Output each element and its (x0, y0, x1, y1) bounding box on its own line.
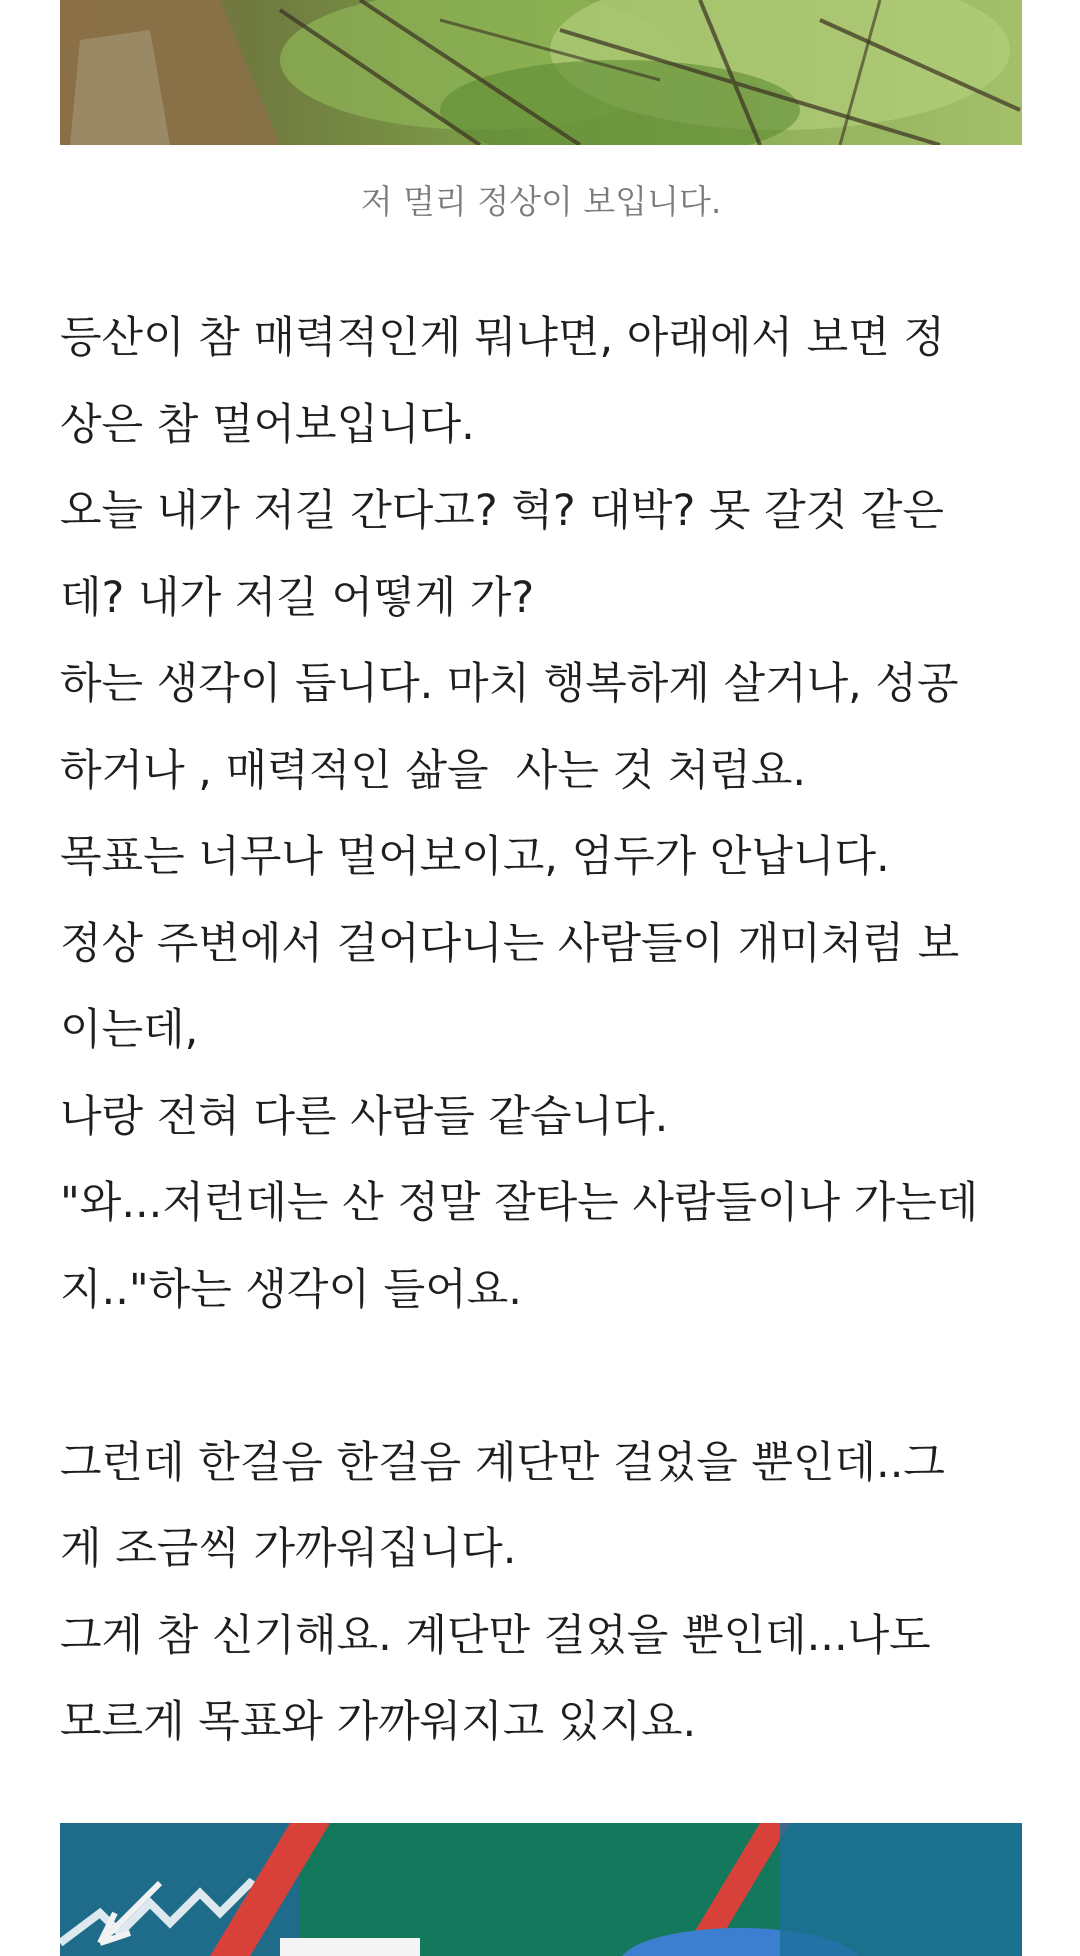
paragraph-line: 게 조금씩 가까워집니다. (60, 1524, 517, 1574)
forest-photo-icon (60, 0, 1022, 145)
forest-photo[interactable] (60, 0, 1022, 145)
paragraph-line: 하는 생각이 듭니다. 마치 행복하게 살거나, 성공 (60, 659, 959, 709)
paragraph-line: 그게 참 신기해요. 계단만 걸었을 뿐인데...나도 (60, 1610, 931, 1661)
paragraph-line: "와...저런데는 산 정말 잘타는 사람들이나 가는데 (60, 1178, 979, 1228)
paragraph-line: 등산이 참 매력적인게 뭐냐면, 아래에서 보면 정 (60, 313, 945, 363)
paragraph-blank-line (60, 1333, 1022, 1420)
article-paragraph (60, 295, 1022, 1766)
trail-sign-photo[interactable] (60, 1823, 1022, 1956)
paragraph-line: 모르게 목표와 가까워지고 있지요. (60, 1697, 697, 1747)
paragraph-line: 정상 주변에서 걸어다니는 사람들이 개미처럼 보 (60, 918, 960, 969)
paragraph-line: 하거나 , 매력적인 삶을 사는 것 처럼요. (60, 745, 807, 796)
trail-sign-photo-icon (60, 1823, 1022, 1956)
paragraph-line: 오늘 내가 저길 간다고? 헉? 대박? 못 갈것 같은 (60, 486, 944, 536)
paragraph-line: 이는데, (60, 1005, 199, 1055)
paragraph-line: 데? 내가 저길 어떻게 가? (60, 572, 535, 623)
photo-caption: 저 멀리 정상이 보입니다. (360, 182, 722, 221)
paragraph-line: 나랑 전혀 다른 사람들 같습니다. (60, 1091, 669, 1142)
paragraph-line: 지.."하는 생각이 들어요. (60, 1264, 522, 1315)
paragraph-line: 목표는 너무나 멀어보이고, 엄두가 안납니다. (60, 832, 890, 882)
paragraph-line: 그런데 한걸음 한걸음 계단만 걸었을 뿐인데..그 (60, 1437, 945, 1488)
paragraph-line: 상은 참 멀어보입니다. (60, 399, 475, 450)
